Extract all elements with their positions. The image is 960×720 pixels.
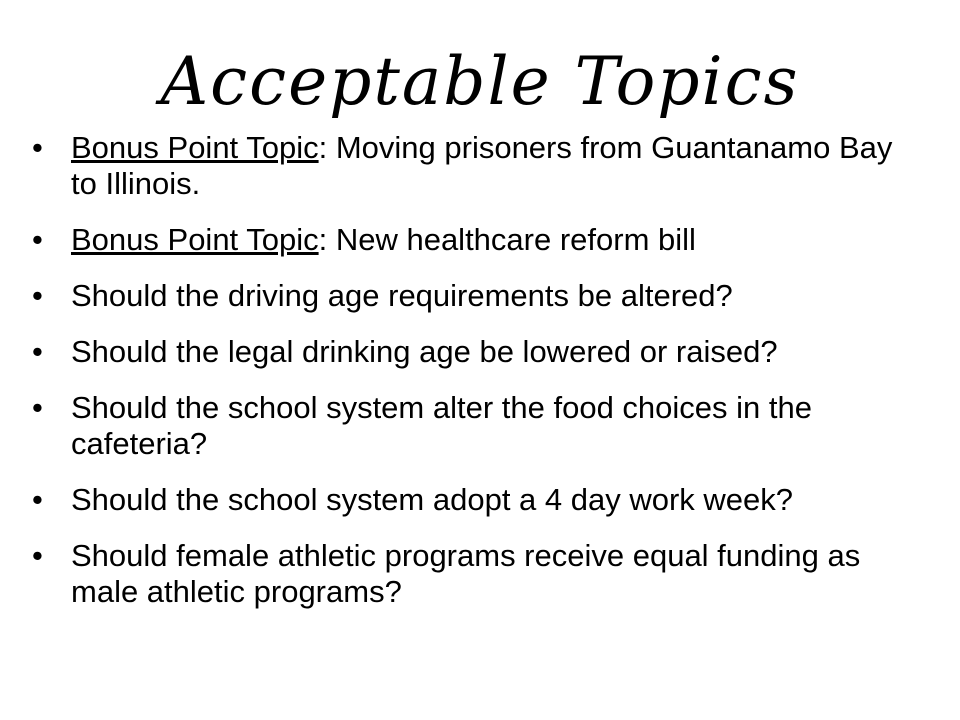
bullet-body: Should female athletic programs receive equal funding as male athletic programs? [71, 538, 861, 609]
bullet-item [0, 278, 960, 314]
bullet-item [0, 334, 960, 370]
bullet-separator: : [318, 130, 336, 165]
bullet-text [71, 538, 920, 610]
bullet-item [0, 390, 960, 462]
bullet-dot-icon: • [32, 130, 43, 165]
bullet-body: Should the legal drinking age be lowered or raised? [71, 334, 778, 369]
bullet-separator: : [318, 222, 336, 257]
bullet-dot-icon: • [32, 222, 43, 257]
bullet-body: New healthcare reform bill [335, 222, 696, 257]
bullet-body: Should the school system adopt a 4 day work week? [71, 482, 794, 517]
bonus-label: Bonus Point Topic [71, 222, 319, 257]
bullet-dot-icon: • [32, 278, 43, 313]
bonus-label: Bonus Point Topic [71, 130, 319, 165]
bullet-body: Should the driving age requirements be altered? [71, 278, 733, 313]
bullet-body: Should the school system alter the food choices in the cafeteria? [71, 390, 812, 461]
bullet-dot-icon: • [32, 390, 43, 425]
bullet-dot-icon: • [32, 334, 43, 369]
bullet-text [71, 390, 920, 462]
bullet-body: Moving prisoners from Guantanamo Bay to Illinois. [71, 130, 893, 201]
bullet-item [0, 538, 960, 610]
bullet-list [0, 130, 960, 610]
bullet-dot-icon: • [32, 482, 43, 517]
bullet-text [71, 278, 920, 314]
bullet-text [71, 482, 920, 518]
bullet-dot-icon: • [32, 538, 43, 573]
slide-title: Acceptable Topics [160, 43, 800, 120]
bullet-text [71, 222, 920, 258]
bullet-text [71, 334, 920, 370]
bullet-text [71, 130, 920, 202]
bullet-item [0, 222, 960, 258]
bullet-item [0, 130, 960, 202]
bullet-item [0, 482, 960, 518]
